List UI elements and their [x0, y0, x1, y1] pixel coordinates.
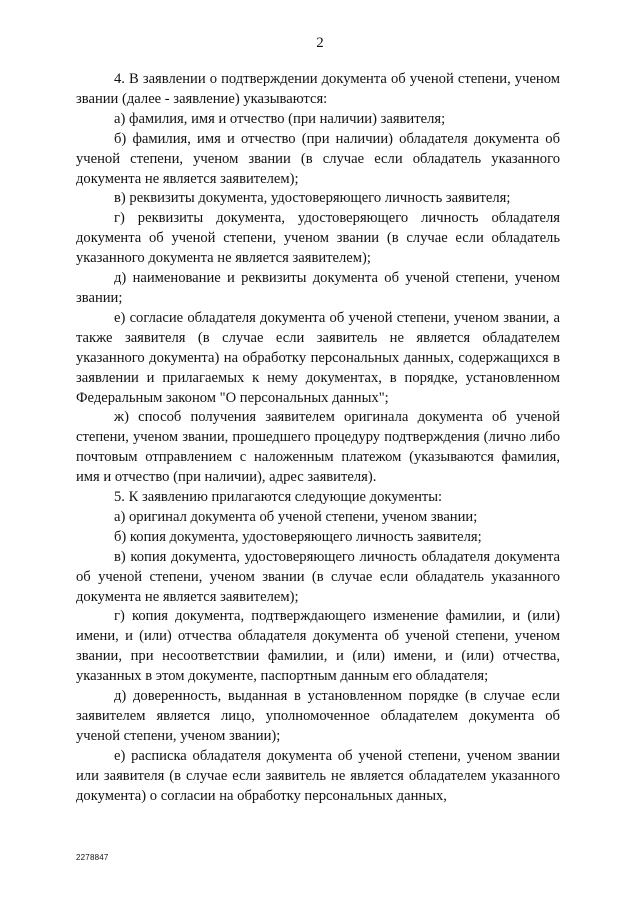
- paragraph-item-4g: г) реквизиты документа, удостоверяющего личность обладателя документа об ученой степени, ученом звании (в случае если обладатель указанного документа не является заявителем);: [76, 210, 560, 267]
- paragraph-item-4: 4. В заявлении о подтверждении документа об ученой степени, ученом звании (далее - заявление) указываются:: [76, 71, 560, 107]
- paragraph-item-4v: в) реквизиты документа, удостоверяющего личность заявителя;: [114, 190, 511, 207]
- paragraph-item-4b: б) фамилия, имя и отчество (при наличии) обладателя документа об ученой степени, ученом звании (в случае если обладатель указанного документа не является заявителем);: [76, 130, 560, 187]
- paragraph-item-5b: б) копия документа, удостоверяющего личность заявителя;: [114, 528, 482, 545]
- paragraph-item-5d: д) доверенность, выданная в установленном порядке (в случае если заявителем является лицо, уполномоченное обладателем документа об ученой степени, ученом звании);: [76, 688, 560, 744]
- paragraph-item-5: 5. К заявлению прилагаются следующие документы:: [114, 489, 443, 506]
- paragraph-item-4e: е) согласие обладателя документа об ученой степени, ученом звании, а также заявителя (в случае если заявитель не является обладателем указанного документа) на обработку персональных данных, содержащихся в заявлении и прилагаемых к нему документах, в порядке, установленном Федеральным законом "О персональных данных";: [76, 309, 560, 406]
- paragraph-item-5v: в) копия документа, удостоверяющего личность обладателя документа об ученой степени, ученом звании (в случае если обладатель указанного документа не является заявителем);: [76, 548, 560, 605]
- paragraph-item-4zh: ж) способ получения заявителем оригинала документа об ученой степени, ученом звании, прошедшего процедуру подтверждения (лично либо почтовым отправлением с наложенным платежом (указываются фамилия, имя и отчество (при наличии), адрес заявителя).: [76, 409, 560, 486]
- document-body: [76, 70, 560, 807]
- paragraph-item-5g: г) копия документа, подтверждающего изменение фамилии, и (или) имени, и (или) отчества обладателя документа об ученой степени, ученом звании, при несоответствии фамилии, и (или) имени, и (или) отчества, указанных в этом документе, паспортным данным его обладателя;: [76, 608, 560, 685]
- paragraph-item-5e: е) расписка обладателя документа об ученой степени, ученом звании или заявителя (в случае если заявитель не является обладателем указанного документа) о согласии на обработку персональных данных,: [76, 747, 560, 804]
- paragraph-item-4a: а) фамилия, имя и отчество (при наличии) заявителя;: [114, 110, 446, 127]
- document-code: 2278847: [76, 853, 109, 862]
- paragraph-item-4d: д) наименование и реквизиты документа об ученой степени, ученом звании;: [76, 270, 560, 306]
- page-number: 2: [316, 35, 324, 51]
- paragraph-item-5a: а) оригинал документа об ученой степени, ученом звании;: [114, 508, 478, 525]
